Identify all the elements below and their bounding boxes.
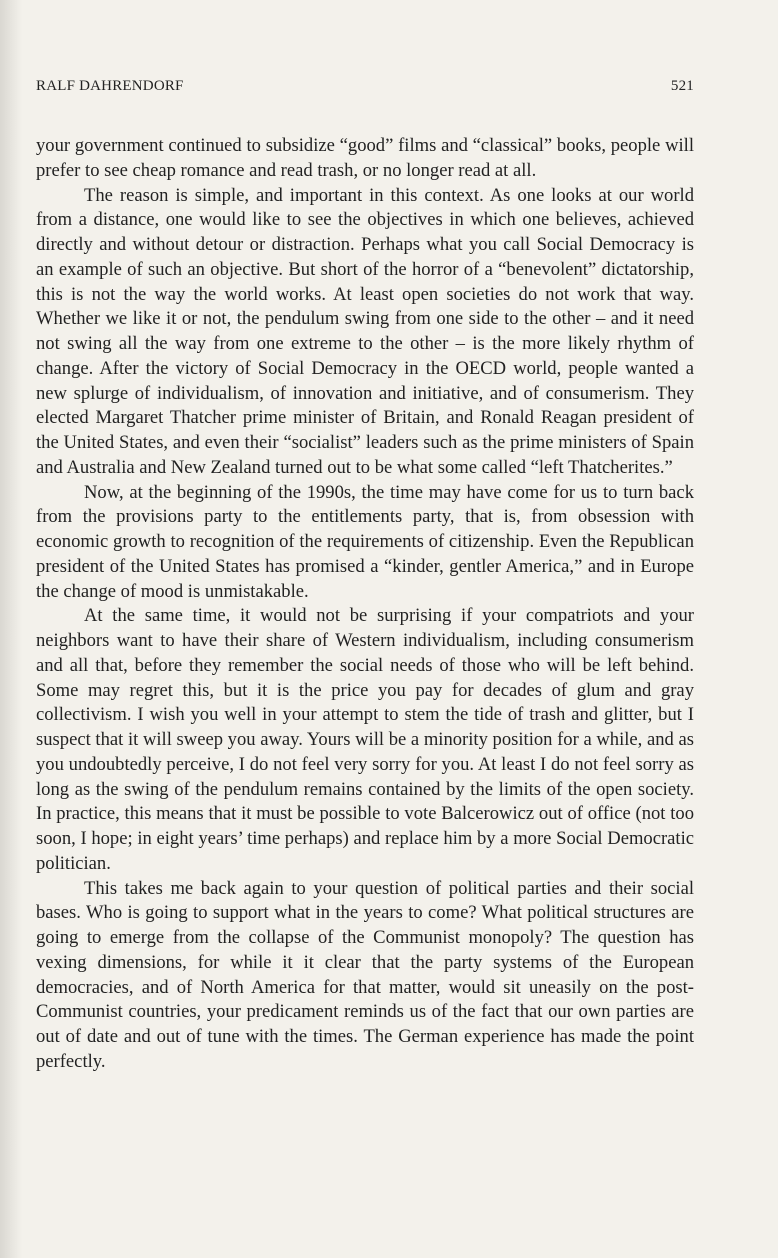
running-header-author: RALF DAHRENDORF xyxy=(36,78,184,94)
paragraph-3: Now, at the beginning of the 1990s, the time may have come for us to turn back from the provisions party to the entitlements party, that is, from obsession with economic growth to recognition of the requirements of citizenship. Even the Republican president of the United States has promised a “kinder, gentler America,” and in Europe the change of mood is unmistakable. xyxy=(36,481,694,602)
paragraph-2: The reason is simple, and important in this context. As one looks at our world from a distance, one would like to see the objectives in which one believes, achieved directly and without detour or distraction. Perhaps what you call Social Democracy is an example of such an objective. But short of the horror of a “benevolent” dictatorship, this is not the way the world works. At least open societies do not work that way. Whether we like it or not, the pendulum swing from one side to the other – and it need not swing all the way from one extreme to the other – is the more likely rhythm of change. After the victory of Social Democracy in the OECD world, people wanted a new splurge of individualism, of innovation and initiative, and of consumerism. They elected Margaret Thatcher prime minister of Britain, and Ronald Reagan president of the United States, and even their “socialist” leaders such as the prime ministers of Spain and Australia and New Zealand turned out to be what some called “left Thatcherites.” xyxy=(36,184,694,478)
page-edge-shadow xyxy=(0,0,22,1258)
paragraph-4: At the same time, it would not be surprising if your compatriots and your neighbors want to have their share of Western individualism, including consumerism and all that, before they remember the social needs of those who will be left behind. Some may regret this, but it is the price you pay for decades of glum and gray collectivism. I wish you well in your attempt to stem the tide of trash and glitter, but I suspect that it will sweep you away. Yours will be a minority position for a while, and as you undoubtedly perceive, I do not feel very sorry for you. At least I do not feel sorry as long as the swing of the pendulum remains contained by the limits of the open society. In practice, this means that it must be possible to vote Balcerowicz out of office (not too soon, I hope; in eight years’ time perhaps) and replace him by a more Social Democratic politician. xyxy=(36,605,694,874)
running-header xyxy=(36,78,694,100)
page-number: 521 xyxy=(670,78,694,94)
body-text xyxy=(36,134,694,1075)
paragraph-5: This takes me back again to your question of political parties and their social bases. Who is going to support what in the years to come? What political structures are going to emerge from the collapse of the Communist monopoly? The question has vexing dimensions, for while it it clear that the party systems of the European democracies, and of North America for that matter, would sit uneasily on the post-Communist countries, your predicament reminds us of the fact that our own parties are out of date and out of tune with the times. The German experience has made the point perfectly. xyxy=(36,877,694,1072)
paragraph-1: your government continued to subsidize “good” films and “classical” books, people will prefer to see cheap romance and read trash, or no longer read at all. xyxy=(36,135,694,181)
